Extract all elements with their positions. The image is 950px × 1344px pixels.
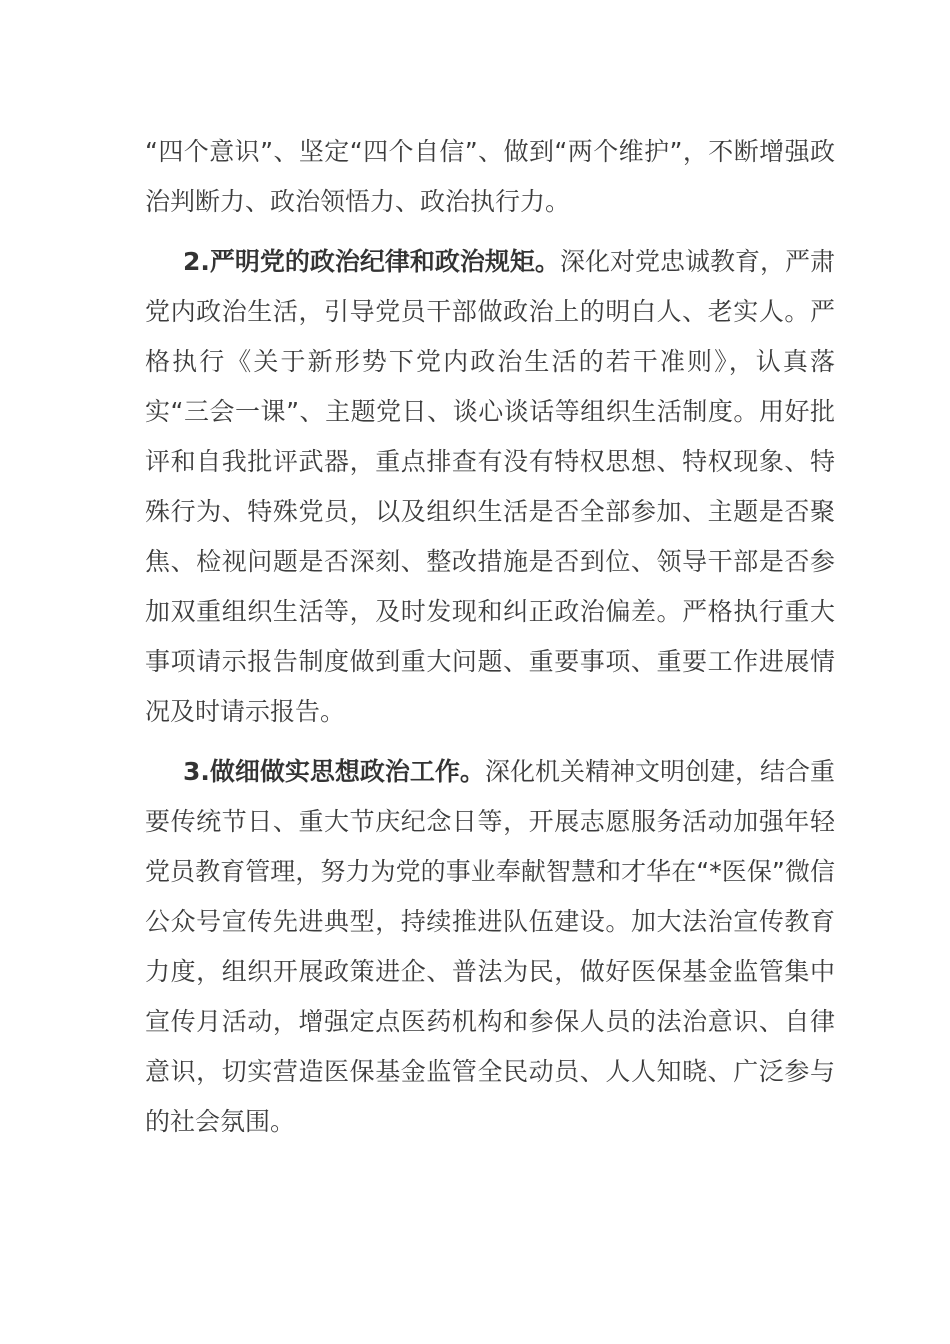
document-page: [145, 127, 835, 1147]
paragraph-3: [145, 747, 835, 1147]
paragraph-3-heading: 3.做细做实思想政治工作。: [183, 757, 485, 786]
paragraph-3-body: 深化机关精神文明创建，结合重要传统节日、重大节庆纪念日等，开展志愿服务活动加强年轻党员教育管理，努力为党的事业奉献智慧和才华在“*医保”微信公众号宣传先进典型，持续推进队伍建设。加大法治宣传教育力度，组织开展政策进企、普法为民，做好医保基金监管集中宣传月活动，增强定点医药机构和参保人员的法治意识、自律意识，切实营造医保基金监管全民动员、人人知晓、广泛参与的社会氛围。: [145, 757, 835, 1136]
paragraph-2-body: 深化对党忠诚教育，严肃党内政治生活，引导党员干部做政治上的明白人、老实人。严格执行《关于新形势下党内政治生活的若干准则》，认真落实“三会一课”、主题党日、谈心谈话等组织生活制度。用好批评和自我批评武器，重点排查有没有特权思想、特权现象、特殊行为、特殊党员，以及组织生活是否全部参加、主题是否聚焦、检视问题是否深刻、整改措施是否到位、领导干部是否参加双重组织生活等，及时发现和纠正政治偏差。严格执行重大事项请示报告制度做到重大问题、重要事项、重要工作进展情况及时请示报告。: [145, 247, 835, 726]
paragraph-1-body: “四个意识”、坚定“四个自信”、做到“两个维护”，不断增强政治判断力、政治领悟力、政治执行力。: [145, 137, 835, 216]
paragraph-2-heading: 2.严明党的政治纪律和政治规矩。: [183, 247, 560, 276]
paragraph-1: [145, 127, 835, 227]
paragraph-2: [145, 237, 835, 737]
